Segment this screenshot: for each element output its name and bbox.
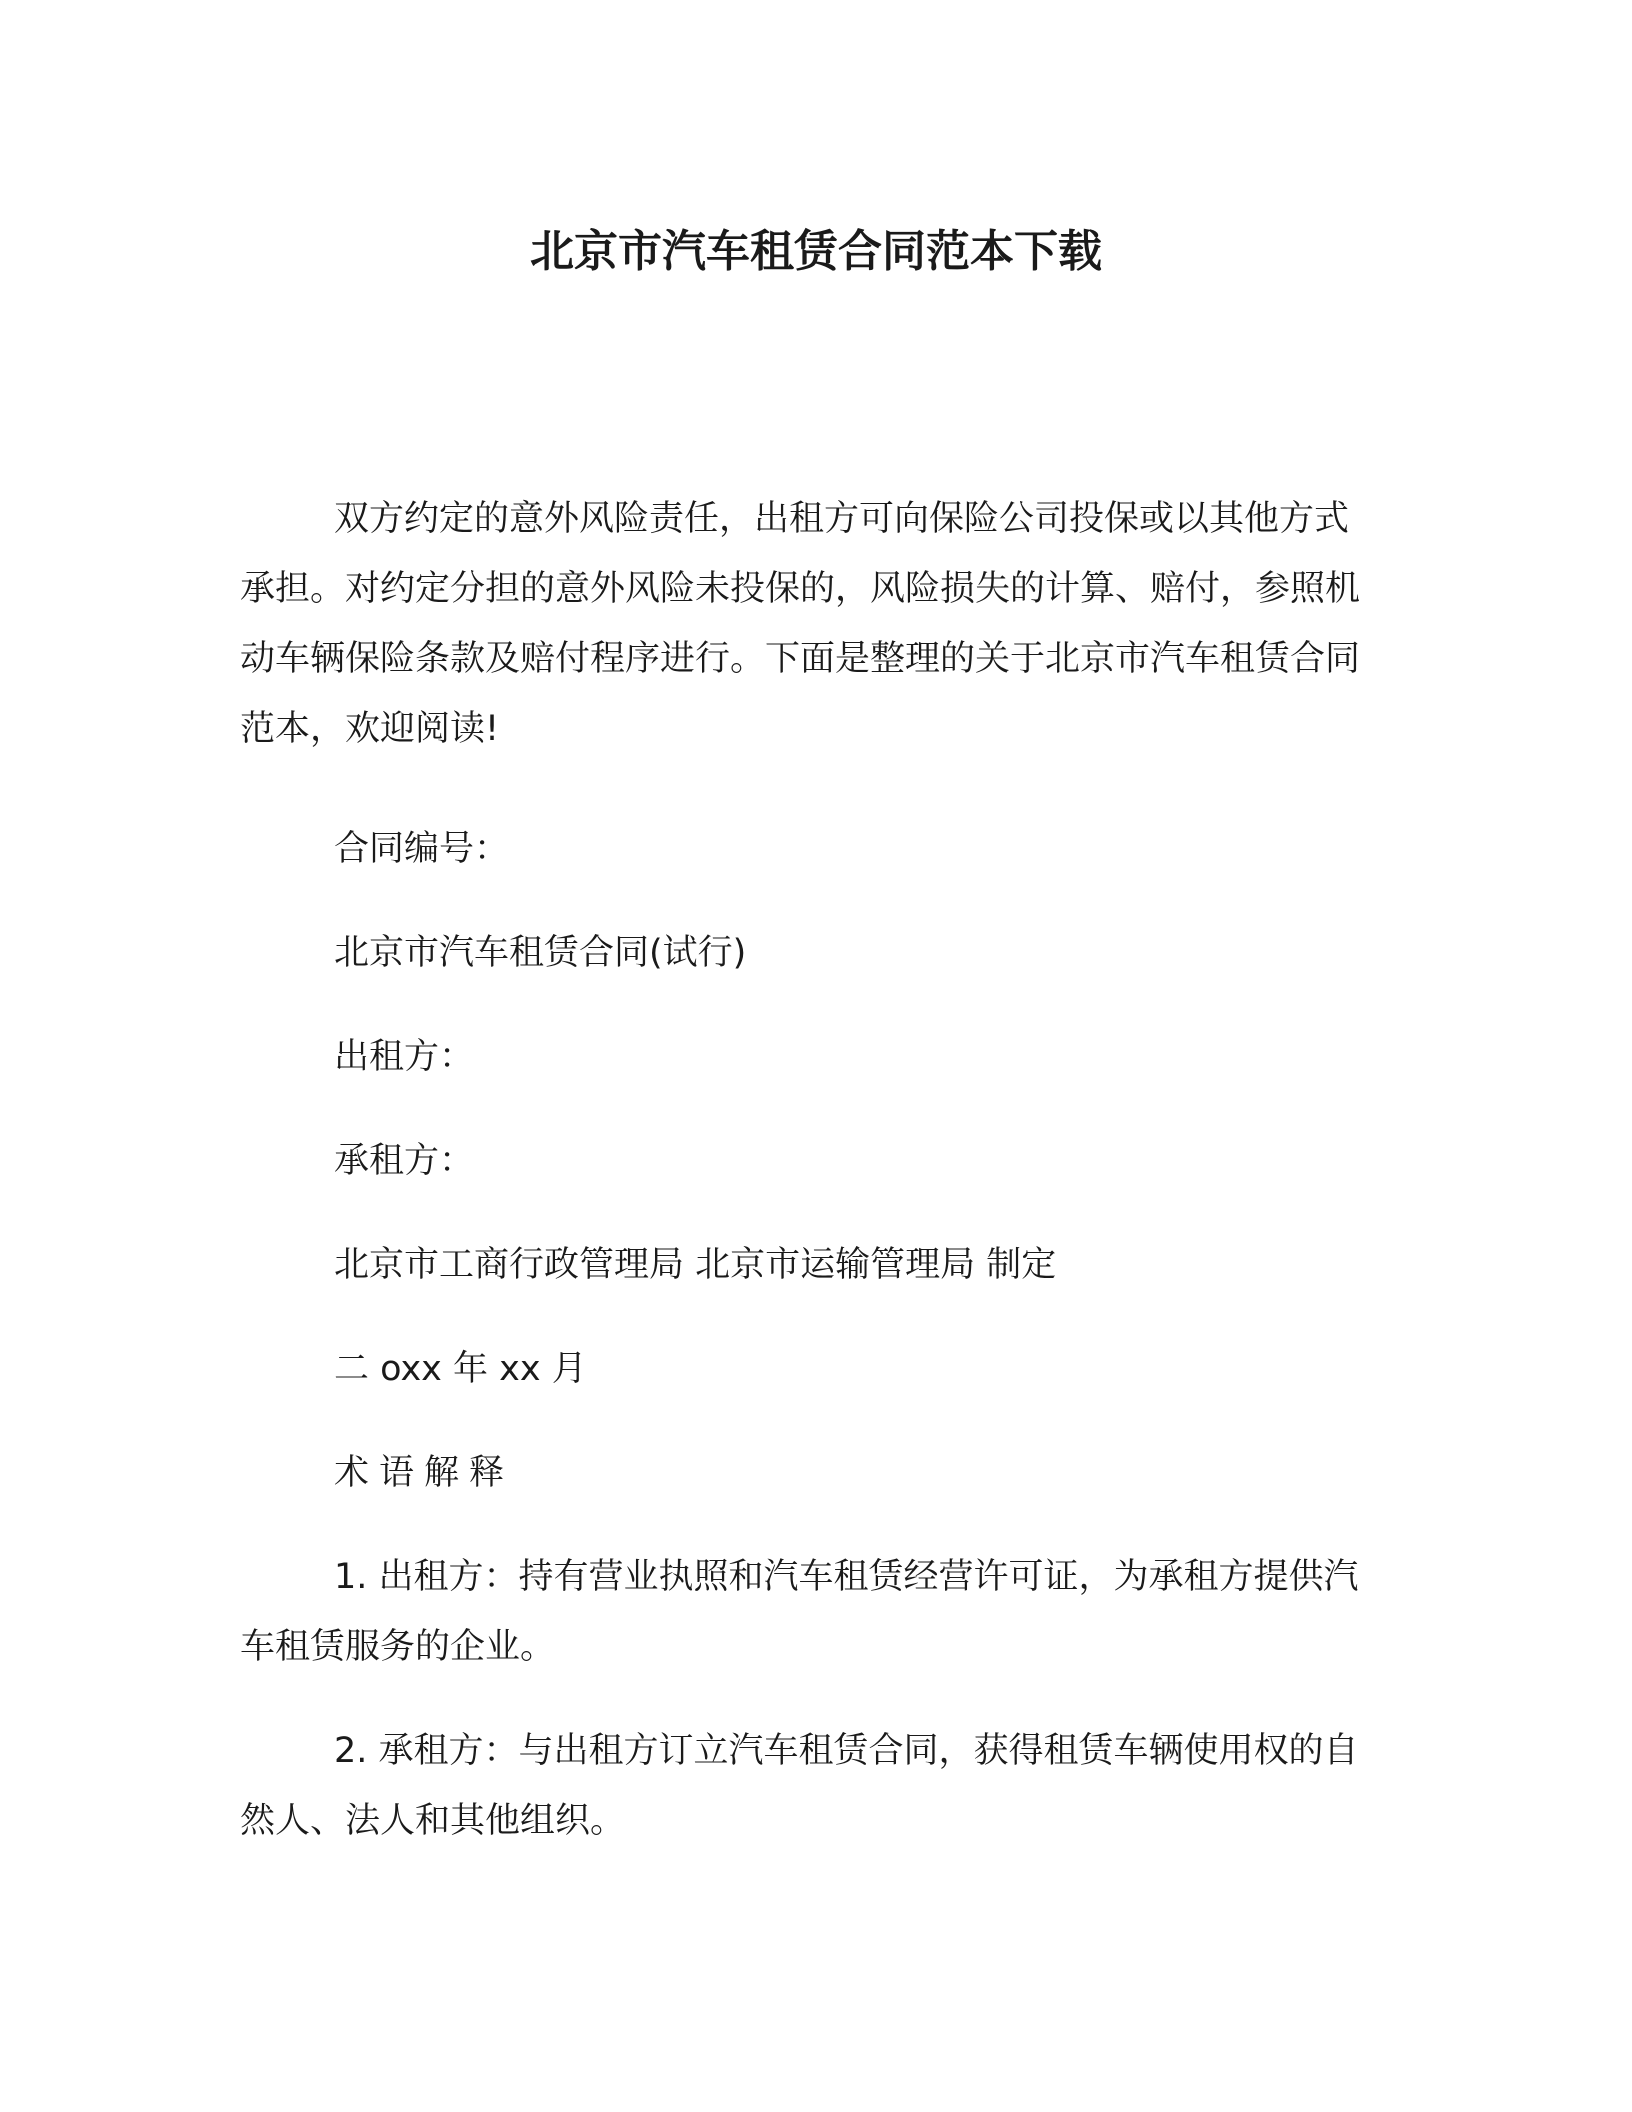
term-1: 1. 出租方：持有营业执照和汽车租赁经营许可证，为承租方提供汽车租赁服务的企业。 xyxy=(240,1557,1359,1667)
term-2: 2. 承租方：与出租方订立汽车租赁合同，获得租赁车辆使用权的自然人、法人和其他组织。 xyxy=(240,1731,1359,1841)
contract-name: 北京市汽车租赁合同(试行) xyxy=(334,933,747,973)
contract-number-label: 合同编号： xyxy=(334,829,510,869)
lessor-label: 出租方： xyxy=(334,1037,475,1077)
date-line: 二 oxx 年 xx 月 xyxy=(334,1349,587,1389)
intro-paragraph: 双方约定的意外风险责任，出租方可向保险公司投保或以其他方式承担。对约定分担的意外风险未投保的，风险损失的计算、赔付，参照机动车辆保险条款及赔付程序进行。下面是整理的关于北京市汽车租赁合同范本，欢迎阅读! xyxy=(240,499,1361,749)
lessee-label: 承租方： xyxy=(334,1141,475,1181)
issuer-line: 北京市工商行政管理局 北京市运输管理局 制定 xyxy=(334,1245,1057,1285)
document-title: 北京市汽车租赁合同范本下载 xyxy=(530,226,1102,277)
terms-heading: 术语解释 xyxy=(334,1453,515,1493)
